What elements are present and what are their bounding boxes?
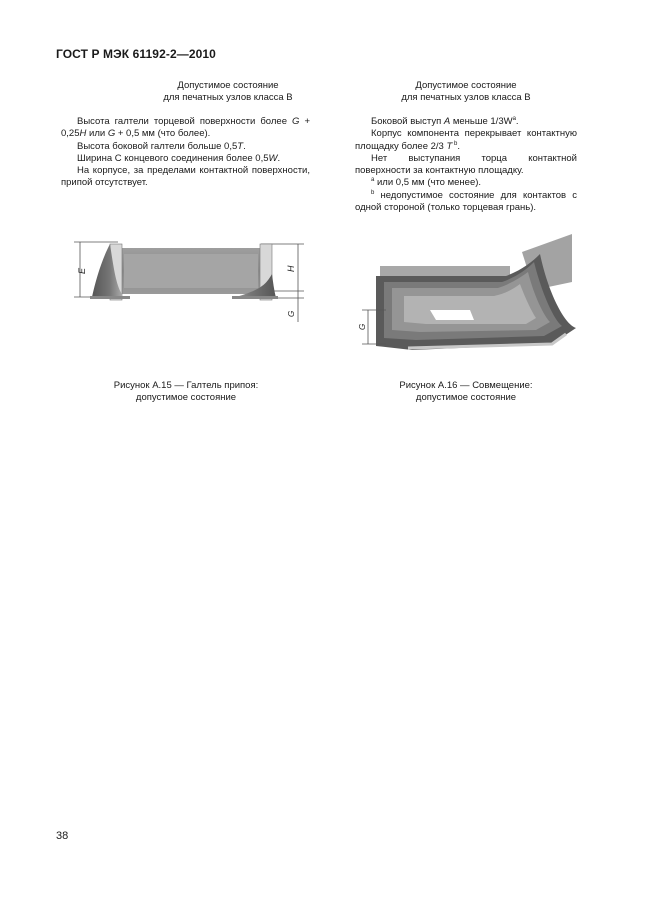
footnote-a: $^a$ или 0,5 мм (что менее). <box>371 177 482 189</box>
dim-label-g: G <box>358 323 367 330</box>
right-figure-caption <box>366 380 566 404</box>
solder-joint-highlight <box>430 310 474 320</box>
right-column-title <box>356 80 576 104</box>
left-title-line-1: Допустимое состояние <box>177 80 279 91</box>
dim-label-h: H <box>286 265 296 272</box>
right-caption-line-1: Рисунок А.16 — Совмещение: <box>399 380 533 391</box>
right-paragraph-1: Боковой выступ A меньше $1/3W^a$. <box>371 115 519 127</box>
document-header: ГОСТ Р МЭК 61192-2—2010 <box>56 47 216 61</box>
solder-fillet-figure <box>66 234 316 329</box>
page-number: 38 <box>56 830 69 842</box>
pad-right <box>232 296 278 299</box>
right-caption-line-2: допустимое состояние <box>415 392 517 403</box>
left-column-text <box>61 116 310 190</box>
right-title-line-1: Допустимое состояние <box>415 80 517 91</box>
left-figure-caption <box>86 380 286 404</box>
right-title-line-2: для печатных узлов класса В <box>401 92 531 103</box>
overhang-figure <box>356 232 578 357</box>
dim-label-g: G <box>287 310 296 317</box>
component-body-inner <box>124 254 258 288</box>
left-title-line-2: для печатных узлов класса В <box>163 92 293 103</box>
right-paragraph-3: Нет выступания торца контактной поверхности за контактную площадку. <box>355 152 577 177</box>
left-paragraph-3: Ширина С концевого соединения более 0,5W. <box>77 152 281 164</box>
right-paragraph-2: Корпус компонента перекрывает контактную площадку более 2/3 T $^b$. <box>355 128 577 152</box>
right-column-text <box>355 116 577 214</box>
left-caption-line-1: Рисунок А.15 — Галтель припоя: <box>113 380 259 391</box>
left-paragraph-4: На корпусе, за пределами контактной поверхности, припой отсутствует. <box>61 165 310 189</box>
left-column-title <box>118 80 338 104</box>
pad-left <box>90 296 130 299</box>
left-paragraph-2: Высота боковой галтели больше 0,5T. <box>77 140 246 152</box>
left-caption-line-2: допустимое состояние <box>135 392 237 403</box>
dim-label-e: E <box>77 267 87 274</box>
footnote-b: $^b$ недопустимое состояние для контактов с одной стороной (только торцевая грань). <box>355 189 577 214</box>
left-paragraph-1: Высота галтели торцевой поверхности более G + 0,25H или G + 0,5 мм (что более). <box>61 116 310 140</box>
